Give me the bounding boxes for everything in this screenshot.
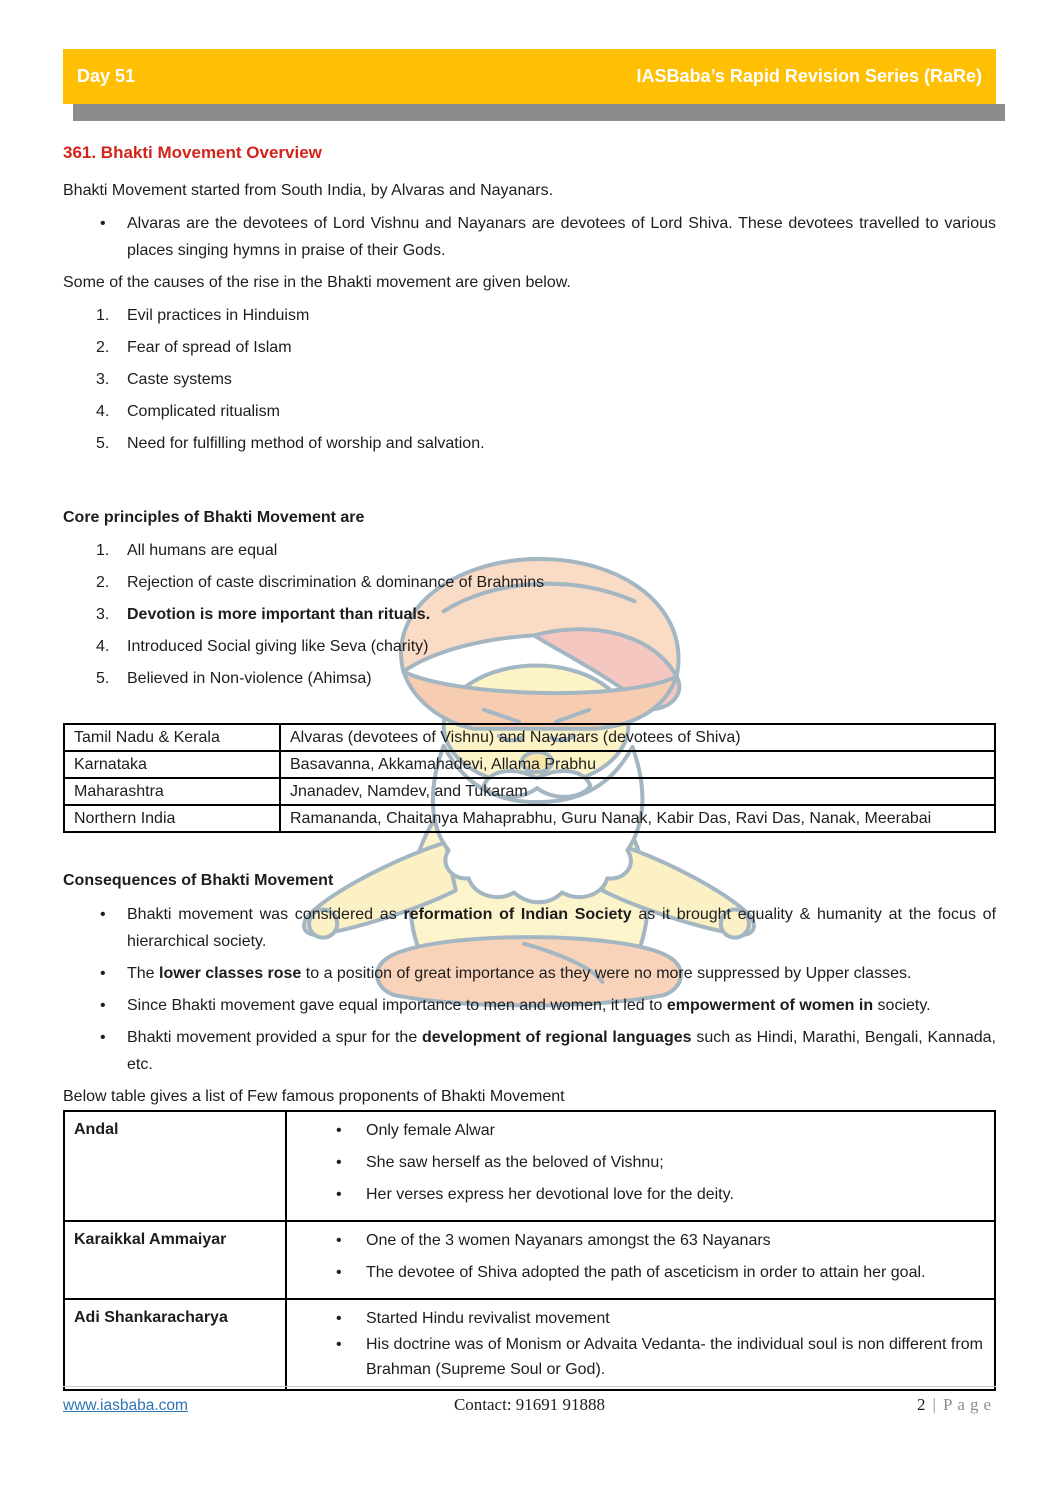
point-item: • His doctrine was of Monism or Advaita Vedanta- the individual soul is non different from Brahman (Supreme Soul or God). [296, 1332, 985, 1382]
table-row [64, 1221, 995, 1299]
principles-heading: Core principles of Bhakti Movement are [63, 509, 365, 526]
list-item: All humans are equal [127, 542, 278, 559]
point-item: • Started Hindu revivalist movement [296, 1306, 985, 1331]
table-row [64, 1299, 995, 1390]
bullet-item: • Bhakti movement was considered as reformation of Indian Society as it brought equality & humanity at the focus of hierarchical society. [63, 901, 996, 955]
page-content [63, 134, 996, 1391]
bullet-item: • Alvaras are the devotees of Lord Vishnu and Nayanars are devotees of Lord Shiva. These devotees travelled to various places singing hymns in praise of their Gods. [63, 210, 996, 264]
list-item: Complicated ritualism [127, 403, 280, 420]
proponents-lead: Below table gives a list of Few famous proponents of Bhakti Movement [63, 1088, 565, 1105]
list-item: Need for fulfilling method of worship and salvation. [127, 435, 485, 452]
bullet-item: • Bhakti movement provided a spur for the development of regional languages such as Hindi, Marathi, Bengali, Kannada, etc. [63, 1024, 996, 1078]
page-number: 2 [917, 1395, 926, 1414]
saints-cell: Alvaras (devotees of Vishnu) and Nayanars (devotees of Shiva) [280, 724, 995, 751]
section-title: 361. Bhakti Movement Overview [63, 143, 322, 162]
point-item: • One of the 3 women Nayanars amongst the 63 Nayanars [296, 1228, 985, 1254]
header-bar [63, 49, 996, 104]
point-item: • Her verses express her devotional love for the deity. [296, 1182, 985, 1208]
proponent-name-cell: Karaikkal Ammaiyar [64, 1221, 286, 1299]
bullet-item: • Since Bhakti movement gave equal importance to men and women, it led to empowerment of women in society. [63, 992, 996, 1019]
page-footer [63, 1386, 996, 1415]
proponent-points-cell [286, 1221, 995, 1299]
list-item: Fear of spread of Islam [127, 339, 292, 356]
proponents-table [63, 1110, 996, 1391]
region-cell: Northern India [64, 805, 280, 832]
page-separator: | [932, 1395, 936, 1414]
region-cell: Maharashtra [64, 778, 280, 805]
region-cell: Tamil Nadu & Kerala [64, 724, 280, 751]
proponent-name-cell: Andal [64, 1111, 286, 1221]
proponent-points-cell [286, 1111, 995, 1221]
points-list [296, 1118, 985, 1208]
consequences-list [63, 901, 996, 1078]
series-title: IASBaba’s Rapid Revision Series (RaRe) [636, 66, 982, 86]
principles-list [63, 537, 996, 692]
causes-lead: Some of the causes of the rise in the Bhakti movement are given below. [63, 274, 571, 291]
list-item: Devotion is more important than rituals. [127, 606, 431, 623]
day-label: Day 51 [77, 66, 136, 86]
contact-text: Contact: 91691 91888 [453, 1395, 606, 1414]
point-item: • She saw herself as the beloved of Vishnu; [296, 1150, 985, 1176]
regions-saints-table [63, 723, 996, 833]
proponent-name-cell: Adi Shankaracharya [64, 1299, 286, 1390]
saints-cell: Ramananda, Chaitanya Mahaprabhu, Guru Nanak, Kabir Das, Ravi Das, Nanak, Meerabai [280, 805, 995, 832]
region-cell: Karnataka [64, 751, 280, 778]
page-indicator [685, 1395, 996, 1415]
list-item: Caste systems [127, 371, 232, 388]
table-row [64, 751, 995, 778]
page-word: Page [942, 1395, 996, 1414]
point-item: • Only female Alwar [296, 1118, 985, 1144]
header-shadow-bar [73, 104, 1005, 121]
points-list [296, 1306, 985, 1382]
table-row [64, 1111, 995, 1221]
intro-paragraph: Bhakti Movement started from South India, by Alvaras and Nayanars. [63, 182, 554, 199]
table-row [64, 805, 995, 832]
points-list [296, 1228, 985, 1286]
saints-cell: Basavanna, Akkamahadevi, Allama Prabhu [280, 751, 995, 778]
proponent-points-cell [286, 1299, 995, 1390]
point-item: • The devotee of Shiva adopted the path of asceticism in order to attain her goal. [296, 1260, 985, 1286]
table-row [64, 724, 995, 751]
footer-left [63, 1395, 374, 1415]
causes-list [63, 302, 996, 457]
table-row [64, 778, 995, 805]
list-item: Evil practices in Hinduism [127, 307, 310, 324]
intro-bullet-list [63, 210, 996, 264]
consequences-heading: Consequences of Bhakti Movement [63, 872, 334, 889]
website-link[interactable]: www.iasbaba.com [63, 1397, 188, 1414]
saints-cell: Jnanadev, Namdev, and Tukaram [280, 778, 995, 805]
list-item: Introduced Social giving like Seva (charity) [127, 638, 429, 655]
list-item: Believed in Non-violence (Ahimsa) [127, 670, 372, 687]
bullet-item: • The lower classes rose to a position of great importance as they were no more suppressed by Upper classes. [63, 960, 996, 987]
list-item: Rejection of caste discrimination & dominance of Brahmins [127, 574, 545, 591]
